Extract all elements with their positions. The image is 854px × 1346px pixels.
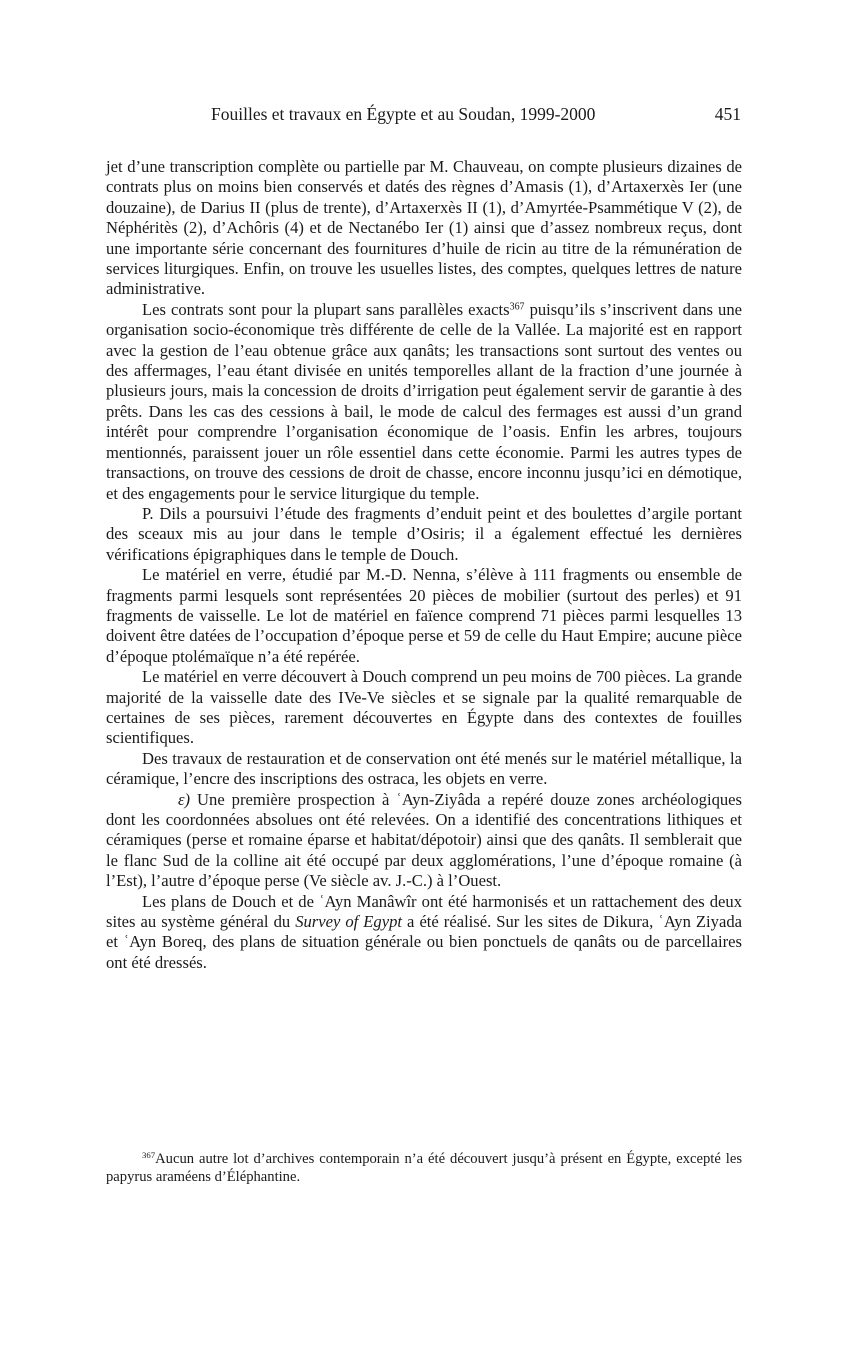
- running-header: [211, 101, 741, 127]
- survey-title: Survey of Egypt: [295, 912, 403, 932]
- paragraph-text: Une première prospection à ʿAyn-Ziyâda a repéré douze zones archéologiques dont les coordonnées absolues ont été relevées. On a identifié des concentrations lithiques et céramiques (perse et romaine éparse et habitat/dépotoir) ainsi que des qanâts. Il semblerait que le flanc Sud de la colline ait été occupé par deux agglomérations, l’une d’époque romaine (à l’Est), l’autre d’époque perse (Ve siècle av. J.-C.) à l’Ouest.: [106, 789, 742, 891]
- paragraph-text: Les contrats sont pour la plupart sans parallèles exacts: [142, 299, 510, 319]
- paragraph-text: Les plans de Douch et de ʿAyn Manâwîr ont été harmonisés et un rattachement des deux sites au système général du: [106, 891, 742, 932]
- paragraph-contracts-list: jet d’une transcription complète ou partielle par M. Chauveau, on compte plusieurs dizaines de contrats plus on moins bien conservés et datés des règnes d’Amasis (1), d’Artaxerxès Ier (une douzaine), de Darius II (plus de trente), d’Artaxerxès II (1), d’Amyrtée-Psammétique V (2), de Néphéritès (2), d’Achôris (4) et de Nectanébo Ier (1) ainsi que d’assez nombreux reçus, dont une importante série concernant des fournitures d’huile de ricin au titre de la rémunération de services liturgiques. Enfin, on trouve les usuelles listes, des comptes, quelques lettres de nature administrative.: [106, 157, 742, 299]
- paragraph-text: puisqu’ils s’inscrivent dans une organisation socio-économique très différente de celle de la Vallée. La majorité est en rapport avec la gestion de l’eau obtenue grâce aux qanâts; les transactions sont surtout des ventes ou des affermages, l’eau étant divisée en unités temporelles allant de la fraction d’une journée à plusieurs jours, mais la concession de droits d’irrigation peut également servir de garantie à des prêts. Dans les cas des cessions à bail, le mode de calcul des fermages est aussi d’un grand intérêt pour comprendre l’organisation économique de l’oasis. Enfin les arbres, toujours mentionnés, paraissent jouer un rôle essentiel dans cette économie. Parmi les autres types de transactions, on trouve des cessions de droit de chasse, encore inconnu jusqu’ici en démotique, et des engagements pour le service liturgique du temple.: [106, 299, 742, 503]
- paragraph-restoration: Des travaux de restauration et de conservation ont été menés sur le matériel métallique, la céramique, l’encre des inscriptions des ostraca, les objets en verre.: [106, 748, 742, 789]
- footnote-number: 367: [142, 1150, 156, 1161]
- paragraph-glass-material: Le matériel en verre, étudié par M.-D. Nenna, s’élève à 111 fragments ou ensemble de fragments parmi lesquels sont représentées 20 pièces de mobilier (surtout des perles) et 91 fragments de vaisselle. Le lot de matériel en faïence comprend 71 pièces parmi lesquelles 13 doivent être datées de l’occupation d’époque perse et 59 de celle du Haut Empire; aucune pièce d’époque ptolémaïque n’a été repérée.: [106, 565, 742, 666]
- paragraph-ayn-ziyada: [106, 790, 742, 892]
- paragraph-site-plans: [106, 892, 742, 974]
- running-title: Fouilles et travaux en Égypte et au Soudan, 1999-2000: [211, 104, 596, 124]
- footnote-text: Aucun autre lot d’archives contemporain n’a été découvert jusqu’à présent en Égypte, excepté les papyrus araméens d’Éléphantine.: [106, 1151, 742, 1185]
- footnote-reference: 367: [509, 301, 525, 313]
- page-number: 451: [714, 104, 741, 124]
- body-text: [106, 157, 742, 973]
- paragraph-douch-glass: Le matériel en verre découvert à Douch comprend un peu moins de 700 pièces. La grande majorité de la vaisselle date des IVe-Ve siècles et se signale par la qualité remarquable de certaines de ses pièces, rarement découvertes en Égypte dans des contextes de fouilles scientifiques.: [106, 667, 742, 748]
- section-label: ε): [178, 789, 191, 809]
- paragraph-text: a été réalisé. Sur les sites de Dikura, ʿAyn Ziyada et ʿAyn Boreq, des plans de situation générale ou bien ponctuels de qanâts ou de parcellaires ont été dressés.: [106, 912, 742, 972]
- footnote: [106, 1150, 742, 1186]
- paragraph-contracts-analysis: [106, 300, 742, 504]
- paragraph-dils-study: P. Dils a poursuivi l’étude des fragments d’enduit peint et des boulettes d’argile portant des sceaux mis au jour dans le temple d’Osiris; il a également effectué les dernières vérifications épigraphiques dans le temple de Douch.: [106, 503, 742, 564]
